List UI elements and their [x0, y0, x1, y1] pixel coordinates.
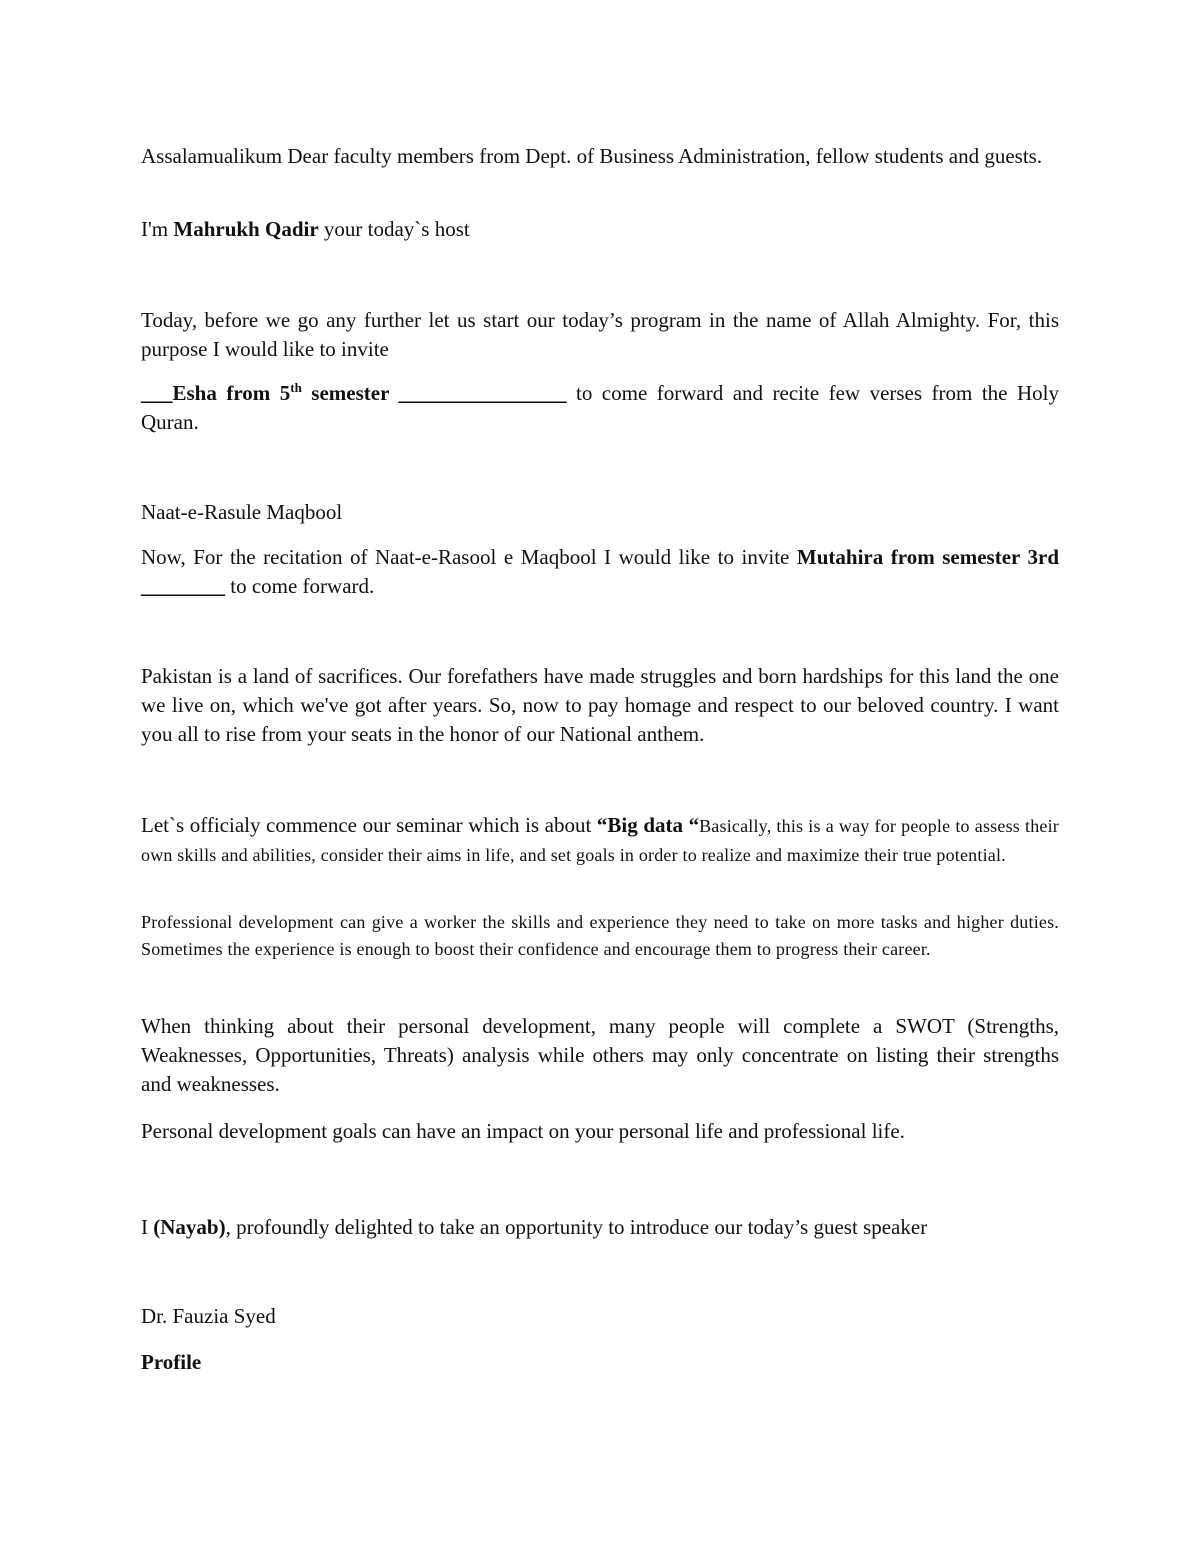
recitation-superscript: th	[290, 380, 302, 395]
goals-paragraph	[141, 1117, 1059, 1146]
introduction-name: (Nayab)	[153, 1215, 226, 1239]
professional-text: Professional development can give a worker the skills and experience they need to take on more tasks and higher duties. Sometimes the experience is enough to boost their confidence and encourage them to progress their career.	[141, 912, 1059, 959]
goals-text: Personal development goals can have an impact on your personal life and professional life.	[141, 1119, 905, 1143]
recitation-blank-after: ________________	[398, 381, 567, 405]
profile-heading	[141, 1348, 1059, 1377]
greeting-paragraph	[141, 142, 1059, 171]
host-paragraph	[141, 215, 1059, 244]
naat-paragraph	[141, 543, 1059, 601]
profile-heading-text: Profile	[141, 1350, 202, 1374]
recitation-name-part1: Esha from 5	[172, 381, 291, 405]
seminar-prefix: Let`s officialy commence our seminar which is about	[141, 813, 597, 837]
introduction-paragraph	[141, 1213, 1059, 1242]
swot-paragraph	[141, 1012, 1059, 1099]
recitation-name-part2: semester	[301, 381, 399, 405]
host-suffix: your today`s host	[318, 217, 470, 241]
seminar-body: Basically, this is a way for people to assess their own skills and abilities, consider their aims in life, and set goals in order to realize and maximize their true potential.	[141, 816, 1059, 865]
seminar-topic: “Big data “	[596, 813, 700, 837]
anthem-text: Pakistan is a land of sacrifices. Our forefathers have made struggles and born hardships for this land the one we live on, which we've got after years. So, now to pay homage and respect to our beloved country. I want you all to rise from your seats in the honor of our National anthem.	[141, 664, 1059, 746]
professional-paragraph	[141, 909, 1059, 963]
speaker-name-text: Dr. Fauzia Syed	[141, 1304, 276, 1328]
recitation-paragraph	[141, 379, 1059, 437]
opening-paragraph	[141, 306, 1059, 364]
introduction-suffix: , profoundly delighted to take an opportunity to introduce our today’s guest speaker	[225, 1215, 928, 1239]
swot-text: When thinking about their personal development, many people will complete a SWOT (Strengths, Weaknesses, Opportunities, Threats) analysis while others may only concentrate on listing their strengths and weaknesses.	[141, 1014, 1059, 1096]
naat-prefix: Now, For the recitation of Naat-e-Rasool e Maqbool I would like to invite	[141, 545, 797, 569]
naat-name: Mutahira from semester 3rd	[796, 545, 1059, 569]
naat-heading	[141, 498, 1059, 527]
opening-text: Today, before we go any further let us start our today’s program in the name of Allah Almighty. For, this purpose I would like to invite	[141, 308, 1059, 361]
naat-heading-text: Naat-e-Rasule Maqbool	[141, 500, 343, 524]
introduction-prefix: I	[141, 1215, 154, 1239]
anthem-paragraph	[141, 662, 1059, 749]
recitation-blank-before: ___	[141, 381, 173, 405]
greeting-text: Assalamualikum Dear faculty members from Dept. of Business Administration, fellow students and guests.	[141, 144, 1043, 168]
naat-suffix: to come forward.	[225, 574, 375, 598]
speaker-name	[141, 1302, 1059, 1331]
recitation-text: to come forward and recite few verses from the Holy Quran.	[141, 381, 1059, 434]
naat-blank: ________	[141, 574, 225, 598]
host-prefix: I'm	[141, 217, 174, 241]
host-name: Mahrukh Qadir	[173, 217, 319, 241]
seminar-paragraph	[141, 811, 1059, 869]
